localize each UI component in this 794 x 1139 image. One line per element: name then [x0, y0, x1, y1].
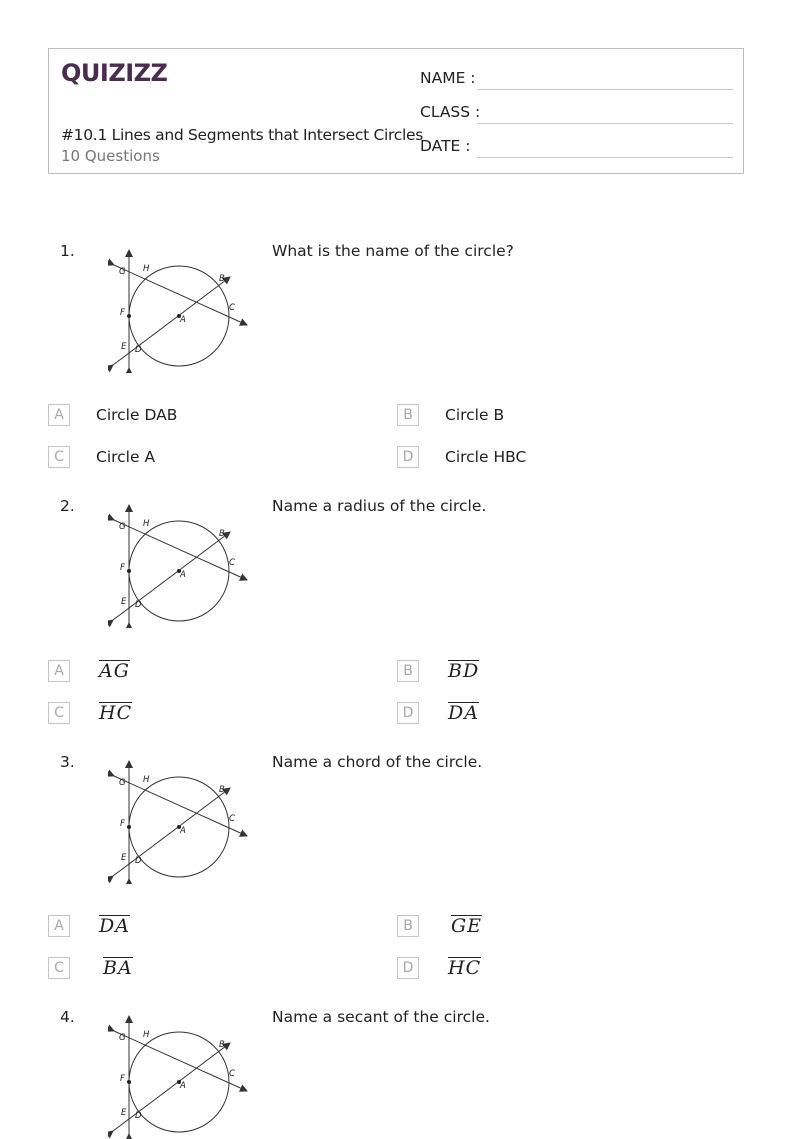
point-label-c: C: [229, 1069, 235, 1079]
point-label-a: A: [180, 315, 186, 325]
option-letter-box[interactable]: B: [397, 404, 419, 426]
segment-option[interactable]: BD: [448, 660, 480, 682]
point-label-a: A: [180, 826, 186, 836]
point-label-h: H: [143, 519, 150, 529]
question-text: Name a chord of the circle.: [272, 753, 483, 771]
option-text[interactable]: Circle DAB: [96, 406, 178, 424]
segment-option[interactable]: AG: [99, 660, 130, 682]
point-label-g: G: [119, 778, 126, 788]
point-label-g: G: [119, 1033, 126, 1043]
circle-diagram: [108, 248, 253, 373]
circle-diagram: [108, 759, 253, 884]
circle-diagram: [108, 503, 253, 628]
point-label-b: B: [219, 529, 225, 539]
segment-option[interactable]: HC: [99, 702, 133, 724]
segment-option[interactable]: BA: [103, 957, 133, 979]
option-letter-box[interactable]: D: [397, 957, 419, 979]
class-field[interactable]: [477, 123, 733, 124]
point-label-b: B: [219, 1040, 225, 1050]
secant-line-db: [113, 532, 230, 620]
question-count: 10 Questions: [61, 147, 160, 165]
option-letter-box[interactable]: D: [397, 702, 419, 724]
point-label-e: E: [121, 597, 127, 607]
option-letter-box[interactable]: C: [48, 446, 70, 468]
point-label-d: D: [135, 1111, 142, 1121]
question-number: 3.: [60, 753, 75, 771]
option-letter-box[interactable]: C: [48, 702, 70, 724]
point-label-c: C: [229, 303, 235, 313]
secant-line-db: [113, 788, 230, 876]
point-label-f: F: [120, 1074, 125, 1084]
tangent-point: [127, 825, 131, 829]
option-letter-box[interactable]: B: [397, 915, 419, 937]
name-label: NAME :: [420, 69, 476, 87]
circle-diagram: [108, 1014, 253, 1139]
point-label-c: C: [229, 814, 235, 824]
point-label-g: G: [119, 267, 126, 277]
point-label-b: B: [219, 785, 225, 795]
point-label-a: A: [180, 1081, 186, 1091]
segment-option[interactable]: HC: [448, 957, 482, 979]
secant-line-db: [113, 1043, 230, 1131]
worksheet-header: [48, 48, 744, 174]
point-label-e: E: [121, 853, 127, 863]
tangent-point: [127, 1080, 131, 1084]
option-letter-box[interactable]: C: [48, 957, 70, 979]
option-letter-box[interactable]: D: [397, 446, 419, 468]
option-text[interactable]: Circle HBC: [445, 448, 527, 466]
question-text: Name a secant of the circle.: [272, 1008, 490, 1026]
segment-option[interactable]: DA: [99, 915, 130, 937]
option-letter-box[interactable]: A: [48, 915, 70, 937]
point-label-e: E: [121, 1108, 127, 1118]
point-label-g: G: [119, 522, 126, 532]
tangent-point: [127, 314, 131, 318]
point-label-d: D: [135, 600, 142, 610]
point-label-f: F: [120, 308, 125, 318]
name-field[interactable]: [477, 89, 733, 90]
question-text: What is the name of the circle?: [272, 242, 514, 260]
option-letter-box[interactable]: B: [397, 660, 419, 682]
question-number: 4.: [60, 1008, 75, 1026]
tangent-point: [127, 569, 131, 573]
quizizz-logo: QUIZIZZ: [61, 59, 168, 87]
option-letter-box[interactable]: A: [48, 660, 70, 682]
point-label-a: A: [180, 570, 186, 580]
option-text[interactable]: Circle B: [445, 406, 505, 424]
date-field[interactable]: [477, 157, 733, 158]
point-label-h: H: [143, 264, 150, 274]
option-letter-box[interactable]: A: [48, 404, 70, 426]
option-text[interactable]: Circle A: [96, 448, 156, 466]
question-number: 2.: [60, 497, 75, 515]
point-label-e: E: [121, 342, 127, 352]
question-number: 1.: [60, 242, 75, 260]
point-label-c: C: [229, 558, 235, 568]
segment-option[interactable]: DA: [448, 702, 479, 724]
point-label-f: F: [120, 563, 125, 573]
date-label: DATE :: [420, 137, 471, 155]
point-label-f: F: [120, 819, 125, 829]
secant-line-db: [113, 277, 230, 365]
point-label-d: D: [135, 856, 142, 866]
point-label-h: H: [143, 1030, 150, 1040]
point-label-d: D: [135, 345, 142, 355]
point-label-h: H: [143, 775, 150, 785]
question-text: Name a radius of the circle.: [272, 497, 487, 515]
worksheet-title: #10.1 Lines and Segments that Intersect Circles: [61, 126, 423, 144]
class-label: CLASS :: [420, 103, 481, 121]
segment-option[interactable]: GE: [451, 915, 483, 937]
point-label-b: B: [219, 274, 225, 284]
